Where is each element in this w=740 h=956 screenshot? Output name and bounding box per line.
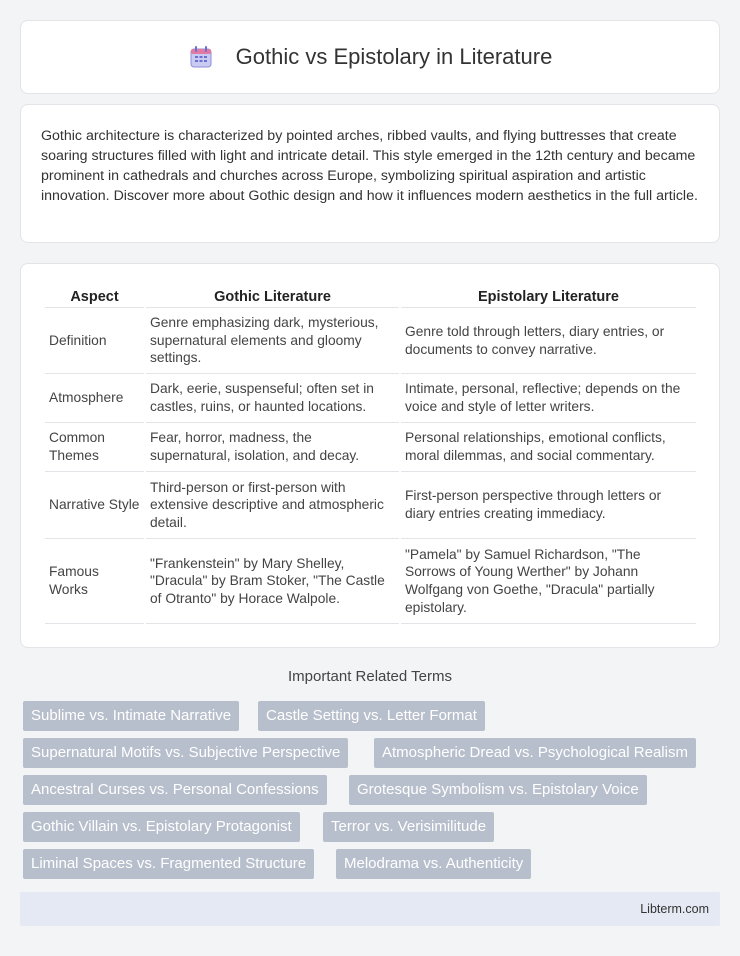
- header-card: [20, 20, 720, 94]
- row-gothic: Dark, eerie, suspenseful; often set in castles, ruins, or haunted locations.: [146, 374, 399, 423]
- footer: [20, 892, 720, 926]
- row-gothic: Third-person or first-person with extensive descriptive and atmospheric detail.: [146, 472, 399, 539]
- row-aspect: Narrative Style: [45, 472, 144, 539]
- page-title: Gothic vs Epistolary in Literature: [235, 44, 553, 69]
- related-term-link[interactable]: Terror vs. Verisimilitude: [323, 812, 494, 842]
- header-gothic: Gothic Literature: [146, 283, 399, 308]
- row-aspect: Atmosphere: [45, 374, 144, 423]
- related-term-link[interactable]: Liminal Spaces vs. Fragmented Structure: [23, 849, 314, 879]
- related-term-link[interactable]: Gothic Villain vs. Epistolary Protagonist: [23, 812, 300, 842]
- intro-card: [20, 104, 720, 243]
- row-epistolary: First-person perspective through letters or diary entries creating immediacy.: [401, 472, 696, 539]
- row-aspect: Common Themes: [45, 423, 144, 472]
- header-epistolary: Epistolary Literature: [401, 283, 696, 308]
- title-wrap: [188, 44, 553, 70]
- related-term-link[interactable]: Melodrama vs. Authenticity: [336, 849, 531, 879]
- table-row: [45, 308, 696, 374]
- related-term-link[interactable]: Supernatural Motifs vs. Subjective Perspective: [23, 738, 348, 768]
- related-term-link[interactable]: Grotesque Symbolism vs. Epistolary Voice: [349, 775, 647, 805]
- table-row: [45, 374, 696, 423]
- row-gothic: "Frankenstein" by Mary Shelley, "Dracula" by Bram Stoker, "The Castle of Otranto" by Horace Walpole.: [146, 539, 399, 624]
- related-term-link[interactable]: Ancestral Curses vs. Personal Confessions: [23, 775, 327, 805]
- row-epistolary: Intimate, personal, reflective; depends on the voice and style of letter writers.: [401, 374, 696, 423]
- related-term-link[interactable]: Atmospheric Dread vs. Psychological Realism: [374, 738, 696, 768]
- row-aspect: Famous Works: [45, 539, 144, 624]
- row-epistolary: "Pamela" by Samuel Richardson, "The Sorrows of Young Werther" by Johann Wolfgang von Goethe, "Dracula" partially epistolary.: [401, 539, 696, 624]
- comparison-table: [43, 283, 698, 624]
- related-term-link[interactable]: Castle Setting vs. Letter Format: [258, 701, 485, 731]
- related-terms-title: Important Related Terms: [288, 668, 452, 685]
- table-row: [45, 472, 696, 539]
- header-aspect: Aspect: [45, 283, 144, 308]
- table-row: [45, 423, 696, 472]
- calendar-icon: [188, 44, 214, 70]
- row-gothic: Genre emphasizing dark, mysterious, supernatural elements and gloomy settings.: [146, 308, 399, 374]
- row-aspect: Definition: [45, 308, 144, 374]
- table-row: [45, 539, 696, 624]
- table-header-row: [45, 283, 696, 308]
- row-epistolary: Genre told through letters, diary entries, or documents to convey narrative.: [401, 308, 696, 374]
- row-gothic: Fear, horror, madness, the supernatural, isolation, and decay.: [146, 423, 399, 472]
- related-term-link[interactable]: Sublime vs. Intimate Narrative: [23, 701, 239, 731]
- comparison-table-card: [20, 263, 720, 648]
- intro-text: Gothic architecture is characterized by pointed arches, ribbed vaults, and flying buttresses that create soaring structures filled with light and intricate detail. This style emerged in the 12th century and became prominent in cathedrals and churches across Europe, symbolizing spiritual aspiration and artistic innovation. Discover more about Gothic design and how it influences modern aesthetics in the full article.: [41, 128, 698, 204]
- footer-site-link[interactable]: Libterm.com: [640, 902, 709, 916]
- row-epistolary: Personal relationships, emotional conflicts, moral dilemmas, and social commentary.: [401, 423, 696, 472]
